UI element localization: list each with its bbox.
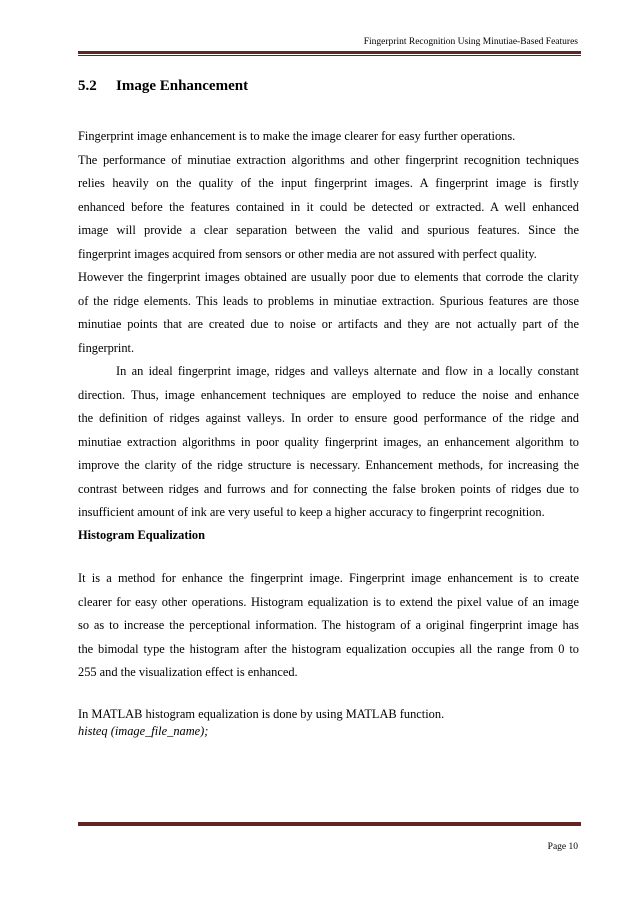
histogram-line: It is a method for enhance the fingerprint image. Fingerprint image enhancement is to create [78,571,579,585]
paragraph-line: direction. Thus, image enhancement techniques are employed to reduce the noise and enhance [78,387,579,402]
histogram-line: the bimodal type the histogram after the histogram equalization occupies all the range from 0 to [78,641,579,656]
intro-line: image will provide a clear separation between the valid and spurious features. Since the [78,223,579,237]
page-number: Page 10 [547,842,578,852]
paragraph-line: In an ideal fingerprint image, ridges and valleys alternate and flow in a locally constant [116,364,579,378]
intro-line: enhanced before the features contained in it could be detected or extracted. A well enhanced [78,199,579,214]
intro-line: fingerprint. [78,340,135,355]
paragraph-line: improve the clarity of the ridge structure is necessary. Enhancement methods, for increasing the [78,458,579,472]
intro-line: of the ridge elements. This leads to problems in minutiae extraction. Spurious features are those [78,293,579,308]
matlab-code: histeq (image_file_name); [78,724,209,738]
paragraph-line: contrast between ridges and furrows and for connecting the false broken points of ridges due to [78,481,579,496]
paragraph-line: insufficient amount of ink are very useful to keep a higher accuracy to fingerprint recognition. [78,505,545,519]
histogram-line: 255 and the visualization effect is enhanced. [78,665,298,679]
section-number: 5.2 [78,78,97,94]
histogram-line: clearer for easy other operations. Histogram equalization is to extend the pixel value of an image [78,594,579,609]
histogram-text-block [78,567,579,685]
intro-line: minutiae points that are created due to noise or artifacts and they are not actually part of the [78,317,579,331]
paragraph-line: the definition of ridges against valleys. In order to ensure good performance of the ridge and [78,411,579,425]
intro-text-block [78,125,579,525]
header-rule [78,51,581,56]
intro-line: relies heavily on the quality of the input fingerprint images. A fingerprint image is firstly [78,176,579,190]
section-heading [78,78,248,95]
matlab-block [78,706,444,740]
paragraph-line: minutiae extraction algorithms in poor quality fingerprint images, an enhancement algorithm to [78,434,579,449]
histogram-heading: Histogram Equalization [78,528,206,542]
footer-rule [78,821,581,826]
histogram-line: so as to increase the perceptional information. The histogram of a original fingerprint image has [78,618,579,632]
matlab-note: In MATLAB histogram equalization is done by using MATLAB function. [78,707,445,721]
intro-line: fingerprint images acquired from sensors or other media are not assured with perfect quality. [78,246,537,261]
intro-line: The performance of minutiae extraction algorithms and other fingerprint recognition techniques [78,152,579,167]
intro-line: Fingerprint image enhancement is to make the image clearer for easy further operations. [78,129,516,143]
intro-line: However the fingerprint images obtained are usually poor due to elements that corrode the clarity [78,270,579,284]
running-header: Fingerprint Recognition Using Minutiae-Based Features [363,37,578,47]
section-title: Image Enhancement [116,78,249,94]
